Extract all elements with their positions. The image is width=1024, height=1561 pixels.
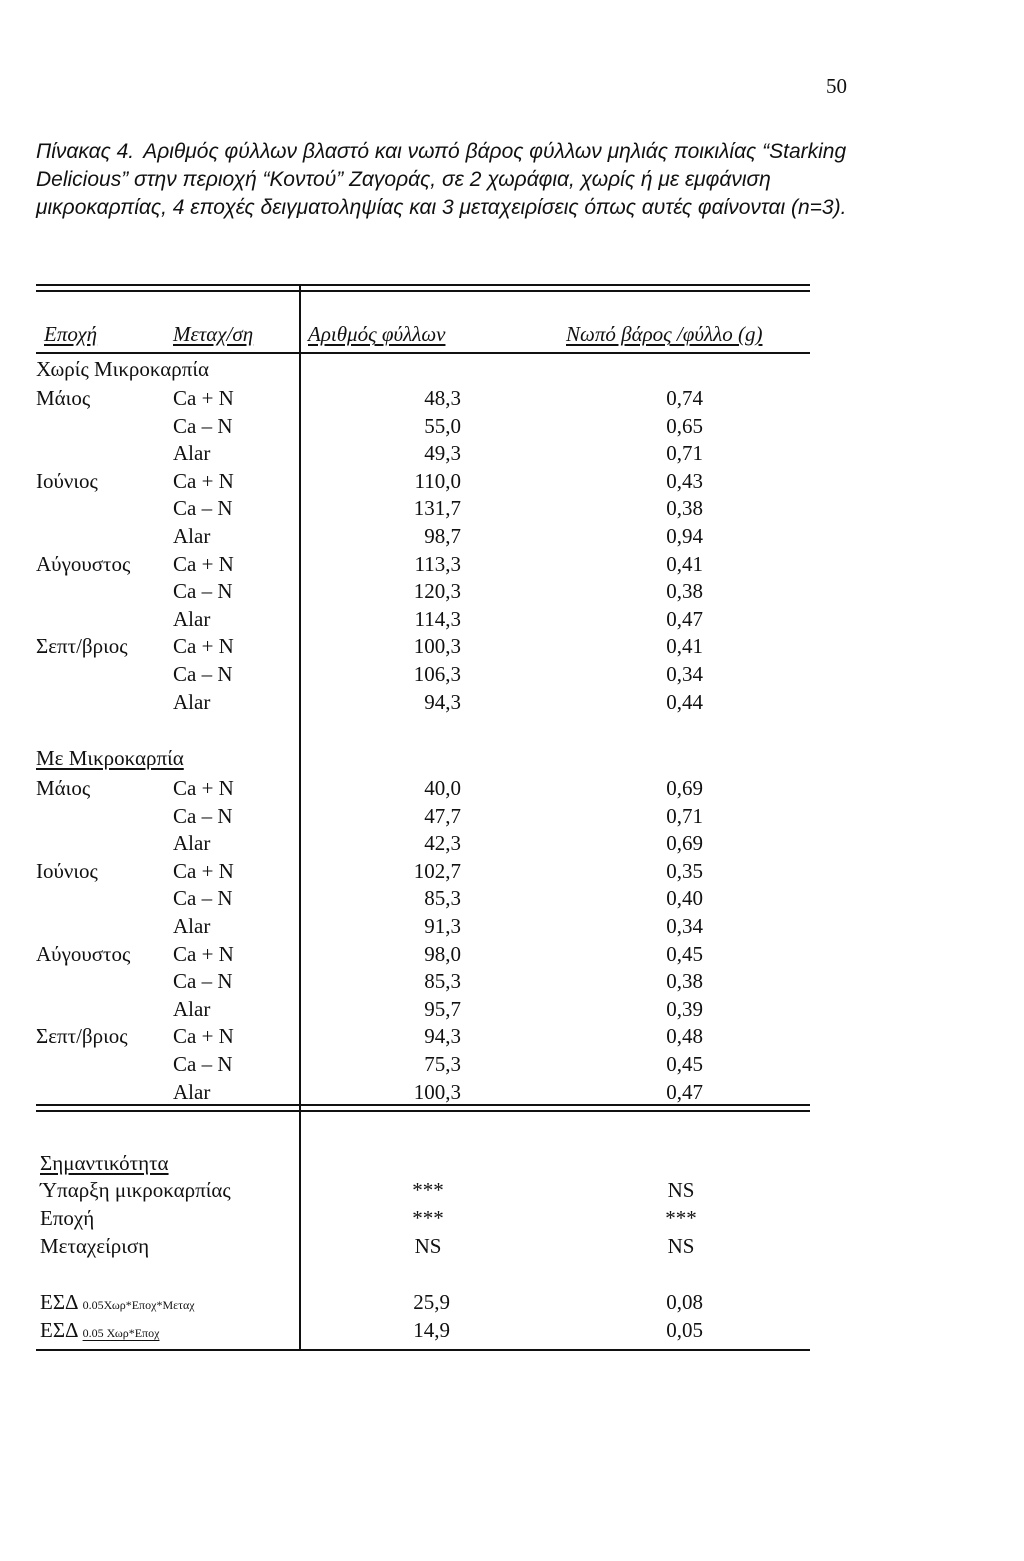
weight-cell: 0,48 xyxy=(666,1024,703,1048)
significance-leaves: *** xyxy=(412,1178,444,1202)
treatment-cell: Ca + N xyxy=(173,859,234,883)
table-caption xyxy=(36,138,866,222)
table-top-rule-2 xyxy=(36,290,810,292)
lsd-label-main: ΕΣΔ xyxy=(40,1318,79,1342)
season-cell: Αύγουστος xyxy=(36,942,131,966)
table-mid-rule xyxy=(36,1104,810,1106)
header-rule xyxy=(36,352,810,354)
treatment-cell: Ca + N xyxy=(173,386,234,410)
caption-text: Αριθμός φύλλων βλαστό και νωπό βάρος φύλλων μηλιάς ποικιλίας “Starking Delicious” στην περιοχή “Κοντού” Ζαγοράς, σε 2 χωράφια, χωρίς ή με εμφάνιση μικροκαρπίας, 4 εποχές δειγματοληψίας και 3 μεταχειρίσεις όπως αυτές φαίνονται (n=3). xyxy=(36,140,847,219)
weight-cell: 0,69 xyxy=(666,776,703,800)
lsd-label-sub: 0.05 Χωρ*Εποχ xyxy=(82,1326,160,1340)
leaves-cell: 47,7 xyxy=(424,804,461,828)
treatment-cell: Ca – N xyxy=(173,662,233,686)
treatment-cell: Ca – N xyxy=(173,804,233,828)
treatment-cell: Ca – N xyxy=(173,886,233,910)
weight-cell: 0,39 xyxy=(666,997,703,1021)
treatment-cell: Ca + N xyxy=(173,776,234,800)
leaves-cell: 55,0 xyxy=(424,414,461,438)
weight-cell: 0,74 xyxy=(666,386,703,410)
weight-cell: 0,41 xyxy=(666,634,703,658)
leaves-cell: 98,0 xyxy=(424,942,461,966)
weight-cell: 0,44 xyxy=(666,690,703,714)
treatment-cell: Alar xyxy=(173,1080,211,1104)
season-cell: Ιούνιος xyxy=(36,469,98,493)
leaves-cell: 48,3 xyxy=(424,386,461,410)
weight-cell: 0,47 xyxy=(666,1080,703,1104)
treatment-cell: Ca – N xyxy=(173,1052,233,1076)
caption-label: Πίνακας 4. xyxy=(36,140,135,163)
weight-cell: 0,43 xyxy=(666,469,703,493)
leaves-cell: 94,3 xyxy=(424,690,461,714)
lsd-leaves: 14,9 xyxy=(413,1318,450,1342)
treatment-cell: Ca – N xyxy=(173,496,233,520)
table-bottom-rule xyxy=(36,1349,810,1351)
treatment-cell: Ca + N xyxy=(173,552,234,576)
treatment-cell: Alar xyxy=(173,524,211,548)
weight-cell: 0,71 xyxy=(666,441,703,465)
group-title: Με Μικροκαρπία xyxy=(36,746,184,770)
treatment-cell: Ca + N xyxy=(173,1024,234,1048)
significance-weight: *** xyxy=(665,1206,697,1230)
weight-cell: 0,65 xyxy=(666,414,703,438)
significance-weight: NS xyxy=(667,1234,695,1258)
leaves-cell: 85,3 xyxy=(424,969,461,993)
significance-leaves: NS xyxy=(414,1234,442,1258)
season-cell: Μάιος xyxy=(36,386,91,410)
leaves-cell: 113,3 xyxy=(414,552,461,576)
leaves-cell: 42,3 xyxy=(424,831,461,855)
season-cell: Σεπτ/βριος xyxy=(36,634,128,658)
weight-cell: 0,41 xyxy=(666,552,703,576)
leaves-cell: 40,0 xyxy=(424,776,461,800)
season-cell: Αύγουστος xyxy=(36,552,131,576)
leaves-cell: 95,7 xyxy=(424,997,461,1021)
header-weight: Νωπό βάρος /φύλλο (g) xyxy=(566,322,763,346)
treatment-cell: Ca + N xyxy=(173,942,234,966)
leaves-cell: 114,3 xyxy=(414,607,461,631)
leaves-cell: 110,0 xyxy=(414,469,461,493)
treatment-cell: Alar xyxy=(173,607,211,631)
lsd-weight: 0,05 xyxy=(666,1318,703,1342)
leaves-cell: 85,3 xyxy=(424,886,461,910)
treatment-cell: Alar xyxy=(173,441,211,465)
weight-cell: 0,34 xyxy=(666,914,703,938)
leaves-cell: 120,3 xyxy=(413,579,461,603)
leaves-cell: 131,7 xyxy=(413,496,461,520)
leaves-cell: 102,7 xyxy=(413,859,461,883)
significance-title: Σημαντικότητα xyxy=(40,1151,169,1175)
leaves-cell: 100,3 xyxy=(413,634,461,658)
column-divider xyxy=(299,284,301,1351)
weight-cell: 0,34 xyxy=(666,662,703,686)
significance-label: Ύπαρξη μικροκαρπίας xyxy=(40,1178,231,1202)
significance-weight: NS xyxy=(667,1178,695,1202)
weight-cell: 0,38 xyxy=(666,496,703,520)
weight-cell: 0,47 xyxy=(666,607,703,631)
leaves-cell: 75,3 xyxy=(424,1052,461,1076)
weight-cell: 0,45 xyxy=(666,1052,703,1076)
leaves-cell: 49,3 xyxy=(424,441,461,465)
treatment-cell: Alar xyxy=(173,997,211,1021)
table-mid-rule-2 xyxy=(36,1110,810,1112)
weight-cell: 0,40 xyxy=(666,886,703,910)
header-leaves: Αριθμός φύλλων xyxy=(308,322,446,346)
treatment-cell: Alar xyxy=(173,914,211,938)
season-cell: Ιούνιος xyxy=(36,859,98,883)
treatment-cell: Ca – N xyxy=(173,414,233,438)
leaves-cell: 106,3 xyxy=(413,662,461,686)
lsd-weight: 0,08 xyxy=(666,1290,703,1314)
significance-label: Μεταχείριση xyxy=(40,1234,150,1258)
weight-cell: 0,69 xyxy=(666,831,703,855)
significance-leaves: *** xyxy=(412,1206,444,1230)
treatment-cell: Ca + N xyxy=(173,469,234,493)
leaves-cell: 98,7 xyxy=(424,524,461,548)
header-treatment: Μεταχ/ση xyxy=(173,322,254,346)
weight-cell: 0,35 xyxy=(666,859,703,883)
weight-cell: 0,45 xyxy=(666,942,703,966)
lsd-label-main: ΕΣΔ xyxy=(40,1290,79,1314)
season-cell: Σεπτ/βριος xyxy=(36,1024,128,1048)
lsd-label xyxy=(40,1317,159,1346)
treatment-cell: Ca – N xyxy=(173,579,233,603)
table-top-rule xyxy=(36,284,810,286)
season-cell: Μάιος xyxy=(36,776,91,800)
weight-cell: 0,94 xyxy=(666,524,703,548)
significance-label: Εποχή xyxy=(40,1206,95,1230)
lsd-label-sub: 0.05Χωρ*Εποχ*Μεταχ xyxy=(82,1298,195,1312)
weight-cell: 0,71 xyxy=(666,804,703,828)
lsd-label xyxy=(40,1289,195,1318)
treatment-cell: Ca – N xyxy=(173,969,233,993)
leaves-cell: 91,3 xyxy=(424,914,461,938)
treatment-cell: Ca + N xyxy=(173,634,234,658)
group-title: Χωρίς Μικροκαρπία xyxy=(36,357,210,381)
lsd-leaves: 25,9 xyxy=(413,1290,450,1314)
treatment-cell: Alar xyxy=(173,831,211,855)
page-number: 50 xyxy=(826,74,847,98)
treatment-cell: Alar xyxy=(173,690,211,714)
leaves-cell: 94,3 xyxy=(424,1024,461,1048)
header-season: Εποχή xyxy=(44,322,98,346)
weight-cell: 0,38 xyxy=(666,969,703,993)
leaves-cell: 100,3 xyxy=(413,1080,461,1104)
weight-cell: 0,38 xyxy=(666,579,703,603)
